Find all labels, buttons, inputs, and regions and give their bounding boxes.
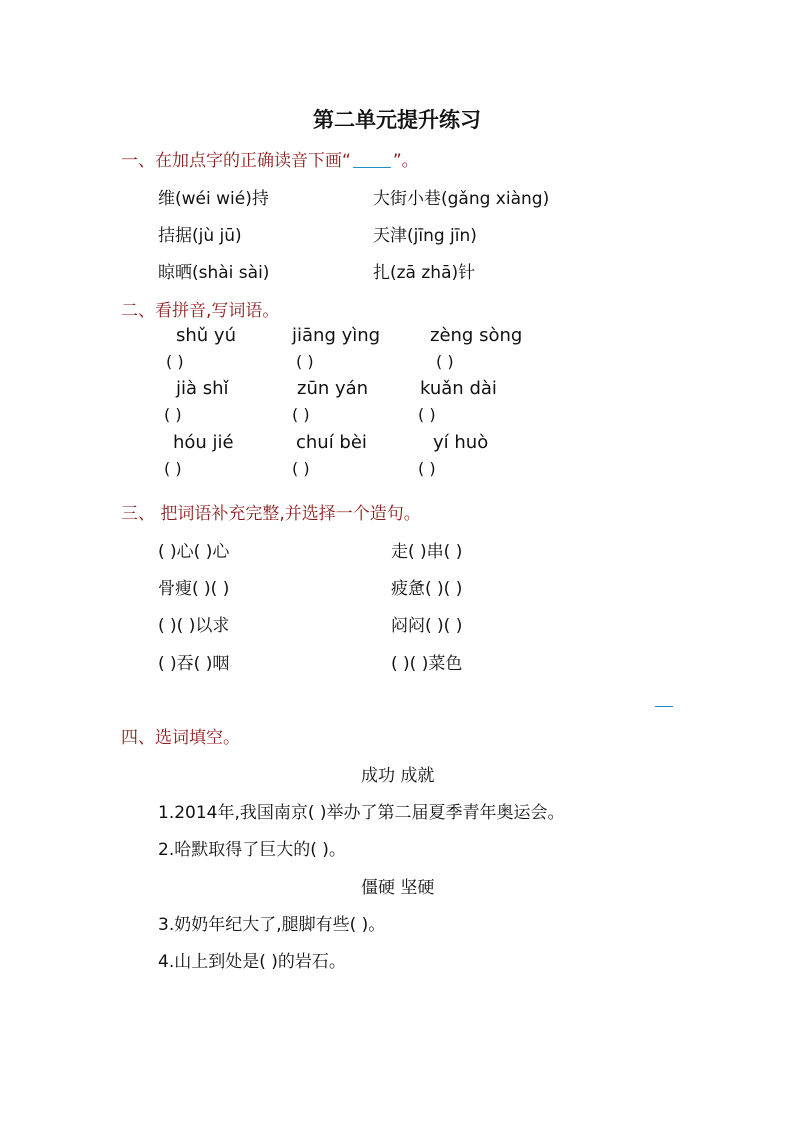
- s1-item-1: 维(wéi wié)持: [158, 189, 269, 209]
- answer-blank-6[interactable]: ( ): [418, 405, 436, 424]
- blue-mark: [655, 706, 673, 707]
- s3-item-5: ( )( )以求: [158, 616, 230, 636]
- pinyin-4: jià shǐ: [176, 378, 229, 399]
- word-choices-1: 成功 成就: [361, 766, 435, 786]
- s3-item-3: 骨瘦( )( ): [158, 579, 230, 599]
- pinyin-3: zèng sòng: [430, 325, 523, 346]
- question-2: 2.哈默取得了巨大的( )。: [158, 840, 346, 860]
- section-1-suffix: ”。: [392, 151, 419, 171]
- s1-item-3: 拮据(jù jū): [158, 226, 242, 246]
- s3-item-7: ( )吞( )咽: [158, 654, 230, 674]
- answer-blank-2[interactable]: ( ): [296, 352, 314, 371]
- answer-blank-1[interactable]: ( ): [166, 352, 184, 371]
- answer-blank-9[interactable]: ( ): [418, 459, 436, 478]
- s1-item-4: 天津(jīng jīn): [373, 226, 477, 246]
- answer-blank-5[interactable]: ( ): [292, 405, 310, 424]
- pinyin-7: hóu jié: [173, 432, 234, 453]
- pinyin-6: kuǎn dài: [420, 378, 497, 399]
- s1-item-5: 晾晒(shài sài): [158, 263, 270, 283]
- answer-blank-8[interactable]: ( ): [292, 459, 310, 478]
- question-3: 3.奶奶年纪大了,腿脚有些( )。: [158, 915, 386, 935]
- pinyin-9: yí huò: [433, 432, 489, 453]
- s3-item-1: ( )心( )心: [158, 542, 230, 562]
- s3-item-2: 走( )串( ): [391, 542, 463, 562]
- question-4: 4.山上到处是( )的岩石。: [158, 952, 346, 972]
- s3-item-6: 闷闷( )( ): [391, 616, 463, 636]
- pinyin-5: zūn yán: [297, 378, 369, 399]
- pinyin-8: chuí bèi: [296, 432, 367, 453]
- s3-item-4: 疲惫( )( ): [391, 579, 463, 599]
- question-1: 1.2014年,我国南京( )举办了第二届夏季青年奥运会。: [158, 803, 565, 823]
- s1-item-6: 扎(zā zhā)针: [373, 263, 476, 283]
- section-1-prefix: 一、在加点字的正确读音下画“: [121, 151, 351, 171]
- section-4-heading: 四、选词填空。: [121, 728, 240, 748]
- section-3-heading: 三、 把词语补充完整,并选择一个造句。: [121, 504, 421, 524]
- pinyin-1: shǔ yú: [176, 325, 236, 346]
- underline-sample: [353, 167, 391, 168]
- s1-item-2: 大街小巷(gǎng xiàng): [373, 189, 550, 209]
- answer-blank-3[interactable]: ( ): [436, 352, 454, 371]
- answer-blank-7[interactable]: ( ): [164, 459, 182, 478]
- section-2-heading: 二、看拼音,写词语。: [121, 301, 280, 321]
- pinyin-2: jiāng yìng: [292, 325, 381, 346]
- answer-blank-4[interactable]: ( ): [164, 405, 182, 424]
- s3-item-8: ( )( )菜色: [391, 654, 463, 674]
- page-title: 第二单元提升练习: [313, 107, 481, 132]
- section-1-heading: [121, 146, 419, 171]
- word-choices-2: 僵硬 坚硬: [361, 878, 435, 898]
